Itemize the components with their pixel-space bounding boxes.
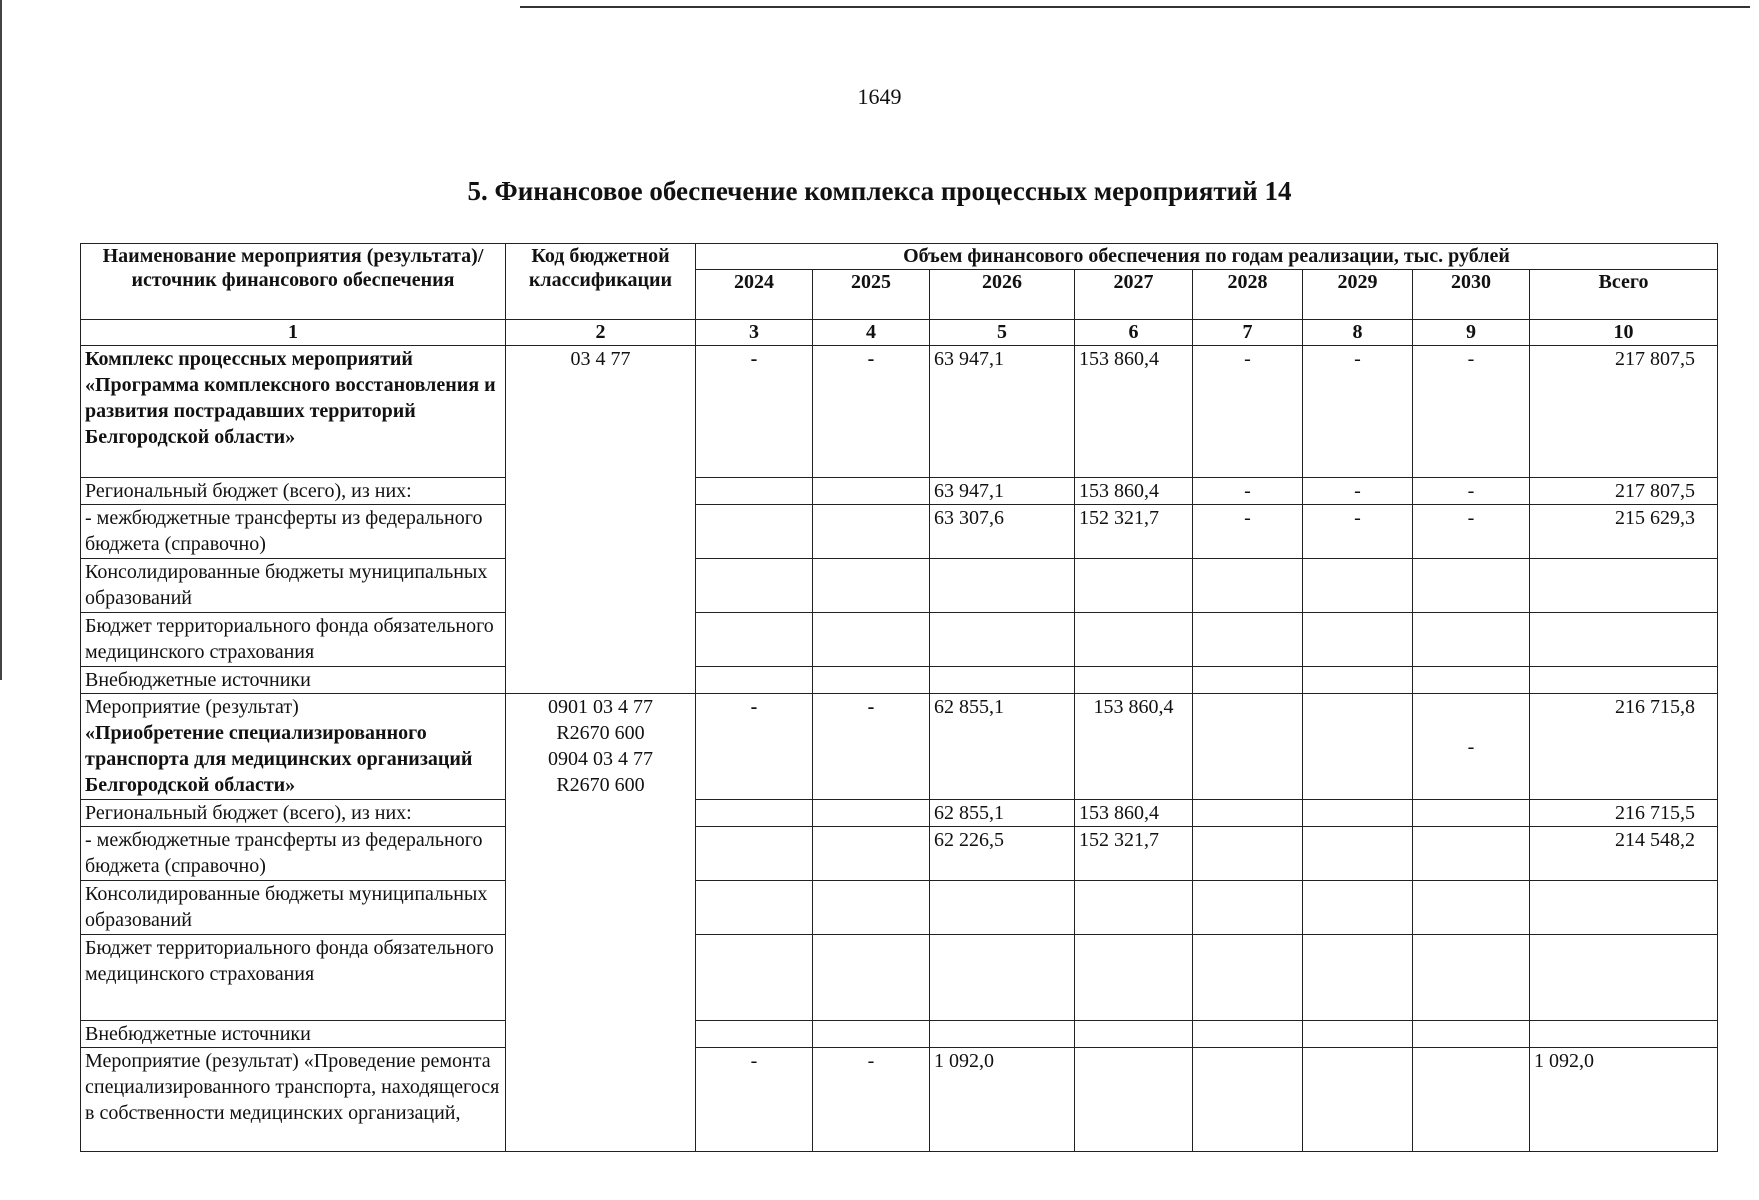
cell: [696, 1021, 813, 1048]
cell: [1193, 667, 1303, 694]
cell: [1193, 613, 1303, 667]
cell: [813, 800, 930, 827]
table-row: [81, 346, 1718, 478]
row-name: Бюджет территориального фонда обязательного медицинского страхования: [81, 613, 506, 667]
cell: [1413, 1048, 1530, 1152]
table-row: [81, 935, 1718, 1021]
cell: [1530, 667, 1718, 694]
financing-table: [80, 243, 1718, 1152]
cell: [930, 1021, 1075, 1048]
cell: [1413, 827, 1530, 881]
col-number: 3: [696, 320, 813, 346]
cell: 62 855,1: [930, 800, 1075, 827]
header-year: 2030: [1413, 270, 1530, 320]
row-name: - межбюджетные трансферты из федерального бюджета (справочно): [81, 505, 506, 559]
cell: [1413, 881, 1530, 935]
budget-code: 03 4 77: [506, 346, 696, 694]
cell: [1075, 1048, 1193, 1152]
cell: [1075, 1021, 1193, 1048]
header-total: Всего: [1530, 270, 1718, 320]
budget-code-line: 0904 03 4 77: [548, 748, 653, 770]
cell: [1530, 1021, 1718, 1048]
cell: [1303, 667, 1413, 694]
cell: 214 548,2: [1530, 827, 1718, 881]
row-name-bold: «Приобретение специализированного транспорта для медицинских организаций Белгородской области»: [85, 722, 473, 796]
budget-code-line: R2670 600: [556, 774, 645, 796]
cell: [1303, 881, 1413, 935]
cell: 215 629,3: [1530, 505, 1718, 559]
cell: [813, 935, 930, 1021]
top-border-line: [520, 6, 1750, 8]
cell: 1 092,0: [930, 1048, 1075, 1152]
col-number: 5: [930, 320, 1075, 346]
row-name: Бюджет территориального фонда обязательного медицинского страхования: [81, 935, 506, 1021]
cell: [1193, 694, 1303, 800]
cell: [696, 613, 813, 667]
cell: -: [1413, 478, 1530, 505]
cell: [1530, 881, 1718, 935]
row-name: Консолидированные бюджеты муниципальных образований: [81, 881, 506, 935]
col-number: 2: [506, 320, 696, 346]
page-title: 5. Финансовое обеспечение комплекса процессных мероприятий 14: [467, 176, 1292, 206]
cell: [1303, 559, 1413, 613]
cell: [1075, 613, 1193, 667]
cell: [1075, 667, 1193, 694]
table-row: [81, 1048, 1718, 1152]
cell: -: [813, 346, 930, 478]
cell: 1 092,0: [1530, 1048, 1718, 1152]
col-number: 7: [1193, 320, 1303, 346]
cell: [1413, 613, 1530, 667]
cell: -: [1303, 478, 1413, 505]
cell: [1303, 827, 1413, 881]
cell: 216 715,5: [1530, 800, 1718, 827]
cell: [930, 559, 1075, 613]
cell: [930, 881, 1075, 935]
row-name: Мероприятие (результат) «Проведение ремонта специализированного транспорта, находящегося в собственности медицинских организаций,: [81, 1048, 506, 1152]
cell: [813, 881, 930, 935]
cell: [696, 935, 813, 1021]
cell: [696, 800, 813, 827]
cell: -: [1193, 505, 1303, 559]
row-name: Региональный бюджет (всего), из них:: [81, 478, 506, 505]
col-number: 6: [1075, 320, 1193, 346]
cell: [1530, 613, 1718, 667]
cell: [1413, 667, 1530, 694]
cell: 62 855,1: [930, 694, 1075, 800]
cell: [1530, 559, 1718, 613]
cell: 153 860,4: [1075, 800, 1193, 827]
cell: [813, 478, 930, 505]
cell: [1303, 613, 1413, 667]
page-number: 1649: [857, 84, 902, 109]
row-name: Комплекс процессных мероприятий «Программа комплексного восстановления и развития пострадавших территорий Белгородской области»: [81, 346, 506, 478]
cell: -: [696, 694, 813, 800]
table-row: [81, 559, 1718, 613]
col-number: 8: [1303, 320, 1413, 346]
col-number: 4: [813, 320, 930, 346]
cell: [1075, 881, 1193, 935]
cell: [1303, 800, 1413, 827]
cell: 217 807,5: [1530, 346, 1718, 478]
table-row: [81, 694, 1718, 800]
cell: -: [1303, 505, 1413, 559]
cell: [813, 827, 930, 881]
cell: 62 226,5: [930, 827, 1075, 881]
cell: [930, 667, 1075, 694]
table-row: [81, 800, 1718, 827]
cell: 153 860,4: [1075, 346, 1193, 478]
table-row: [81, 881, 1718, 935]
cell: [813, 667, 930, 694]
header-year: 2027: [1075, 270, 1193, 320]
cell: [696, 881, 813, 935]
header-year: 2024: [696, 270, 813, 320]
cell: -: [813, 1048, 930, 1152]
row-name: Внебюджетные источники: [81, 1021, 506, 1048]
row-name: Внебюджетные источники: [81, 667, 506, 694]
cell: [1303, 694, 1413, 800]
header-year: 2026: [930, 270, 1075, 320]
table-row: [81, 667, 1718, 694]
cell: -: [1303, 346, 1413, 478]
table-row: [81, 478, 1718, 505]
row-name: [81, 694, 506, 800]
cell: [1193, 1048, 1303, 1152]
cell: [1413, 1021, 1530, 1048]
col-number: 10: [1530, 320, 1718, 346]
row-name: Региональный бюджет (всего), из них:: [81, 800, 506, 827]
cell: -: [696, 346, 813, 478]
cell: [1193, 1021, 1303, 1048]
table-row: [81, 1021, 1718, 1048]
cell: -: [1413, 694, 1530, 800]
cell: [1193, 827, 1303, 881]
row-name: Консолидированные бюджеты муниципальных образований: [81, 559, 506, 613]
budget-code-line: 0901 03 4 77: [548, 696, 653, 718]
cell: -: [1413, 505, 1530, 559]
cell: 153 860,4: [1075, 478, 1193, 505]
header-name: Наименование мероприятия (результата)/ источник финансового обеспечения: [81, 244, 506, 320]
cell: [813, 613, 930, 667]
cell: [696, 667, 813, 694]
cell: -: [1193, 478, 1303, 505]
header-year: 2028: [1193, 270, 1303, 320]
table-row: [81, 827, 1718, 881]
cell: [1193, 935, 1303, 1021]
table-row: [81, 505, 1718, 559]
cell: -: [1413, 346, 1530, 478]
cell: [1413, 935, 1530, 1021]
cell: -: [696, 1048, 813, 1152]
cell: 63 307,6: [930, 505, 1075, 559]
cell: [1413, 559, 1530, 613]
header-year: 2029: [1303, 270, 1413, 320]
cell: [930, 613, 1075, 667]
cell: [1413, 800, 1530, 827]
col-number: 1: [81, 320, 506, 346]
cell: 63 947,1: [930, 478, 1075, 505]
cell: [1075, 559, 1193, 613]
budget-code: [506, 694, 696, 1152]
header-year: 2025: [813, 270, 930, 320]
cell: [696, 827, 813, 881]
cell: 217 807,5: [1530, 478, 1718, 505]
cell: 152 321,7: [1075, 505, 1193, 559]
cell: [696, 559, 813, 613]
cell: [1193, 881, 1303, 935]
cell: [1303, 1048, 1413, 1152]
cell: [696, 478, 813, 505]
cell: 153 860,4: [1075, 694, 1193, 800]
cell: [696, 505, 813, 559]
cell: [1530, 935, 1718, 1021]
cell: [813, 1021, 930, 1048]
cell: 216 715,8: [1530, 694, 1718, 800]
cell: [930, 935, 1075, 1021]
cell: 63 947,1: [930, 346, 1075, 478]
cell: [1193, 559, 1303, 613]
cell: [813, 505, 930, 559]
cell: [813, 559, 930, 613]
row-name: - межбюджетные трансферты из федерального бюджета (справочно): [81, 827, 506, 881]
table-row: [81, 613, 1718, 667]
header-code: Код бюджетной классификации: [506, 244, 696, 320]
budget-code-line: R2670 600: [556, 722, 645, 744]
cell: [1193, 800, 1303, 827]
row-name-plain: Мероприятие (результат): [85, 696, 299, 718]
cell: [1303, 1021, 1413, 1048]
cell: -: [813, 694, 930, 800]
cell: [1075, 935, 1193, 1021]
header-volume: Объем финансового обеспечения по годам реализации, тыс. рублей: [696, 244, 1718, 270]
cell: 152 321,7: [1075, 827, 1193, 881]
col-number: 9: [1413, 320, 1530, 346]
cell: [1303, 935, 1413, 1021]
cell: -: [1193, 346, 1303, 478]
